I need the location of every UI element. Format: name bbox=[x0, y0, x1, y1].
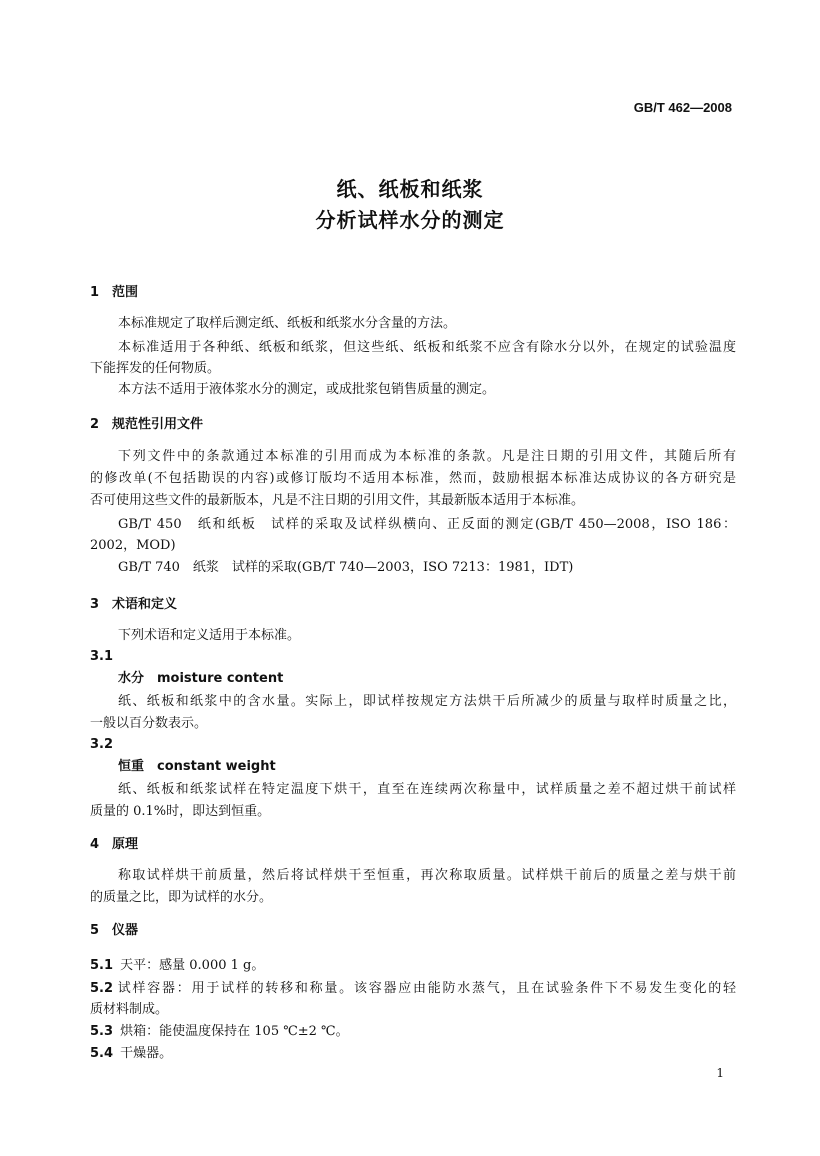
standard-code: GB/T 462—2008 bbox=[633, 100, 732, 115]
reference-1-line-1: GB/T 450 纸和纸板 试样的采取及试样纵横向、正反面的测定(GB/T 450—2008，ISO 186： bbox=[118, 517, 736, 532]
term-1-number: 3.1 bbox=[90, 649, 114, 664]
reference-1-line-2: 2002，MOD) bbox=[90, 538, 176, 553]
section-1-para-2-line-1: 本标准适用于各种纸、纸板和纸浆，但这些纸、纸板和纸浆不应含有除水分以外，在规定的试验温度 bbox=[118, 340, 736, 355]
section-1-para-2-line-2: 下能挥发的任何物质。 bbox=[90, 361, 221, 376]
section-1-heading: 1 范围 bbox=[90, 285, 139, 300]
reference-2: GB/T 740 纸浆 试样的采取(GB/T 740—2003，ISO 7213：1981，IDT) bbox=[118, 560, 574, 575]
section-4-para-line-1: 称取试样烘干前质量，然后将试样烘干至恒重，再次称取质量。试样烘干前后的质量之差与烘干前 bbox=[118, 868, 736, 883]
item-5-4-text: 干燥器。 bbox=[120, 1046, 173, 1061]
section-3-para: 下列术语和定义适用于本标准。 bbox=[118, 628, 301, 643]
item-5-2-line-2: 质材料制成。 bbox=[90, 1002, 169, 1017]
title-line-2: 分析试样水分的测定 bbox=[315, 208, 505, 232]
term-2-definition-line-2: 质量的 0.1%时，即达到恒重。 bbox=[90, 804, 271, 819]
section-4-para-line-2: 的质量之比，即为试样的水分。 bbox=[90, 890, 273, 905]
item-5-3 bbox=[90, 1023, 736, 1041]
term-1-name: 水分 moisture content bbox=[118, 671, 284, 686]
item-5-2-text-line-1: 试样容器：用于试样的转移和称量。该容器应由能防水蒸气，且在试验条件下不易发生变化的轻 bbox=[116, 981, 736, 996]
section-2-heading: 2 规范性引用文件 bbox=[90, 417, 204, 432]
term-1-definition-line-2: 一般以百分数表示。 bbox=[90, 716, 208, 731]
item-5-4 bbox=[90, 1045, 736, 1063]
item-5-4-number: 5.4 bbox=[90, 1046, 114, 1061]
item-5-1-text: 天平：感量 0.000 1 g。 bbox=[120, 958, 265, 973]
section-1-para-1: 本标准规定了取样后测定纸、纸板和纸浆水分含量的方法。 bbox=[118, 316, 457, 331]
section-1-para-3: 本方法不适用于液体浆水分的测定，或成批浆包销售质量的测定。 bbox=[118, 382, 496, 397]
section-2-para-line-2: 的修改单(不包括勘误的内容)或修订版均不适用本标准，然而，鼓励根据本标准达成协议的各方研究是 bbox=[90, 471, 736, 486]
term-2-name: 恒重 constant weight bbox=[118, 759, 276, 774]
title-line-1: 纸、纸板和纸浆 bbox=[336, 177, 484, 201]
term-2-number: 3.2 bbox=[90, 737, 114, 752]
item-5-1-number: 5.1 bbox=[90, 958, 114, 973]
item-5-1 bbox=[90, 957, 736, 975]
section-2-para-line-3: 否可使用这些文件的最新版本，凡是不注日期的引用文件，其最新版本适用于本标准。 bbox=[90, 493, 585, 508]
item-5-3-number: 5.3 bbox=[90, 1024, 114, 1039]
item-5-3-text: 烘箱：能使温度保持在 105 ℃±2 ℃。 bbox=[120, 1024, 349, 1039]
term-1-definition-line-1: 纸、纸板和纸浆中的含水量。实际上，即试样按规定方法烘干后所减少的质量与取样时质量之比， bbox=[118, 694, 736, 709]
section-2-para-line-1: 下列文件中的条款通过本标准的引用而成为本标准的条款。凡是注日期的引用文件，其随后所有 bbox=[118, 449, 736, 464]
term-2-definition-line-1: 纸、纸板和纸浆试样在特定温度下烘干，直至在连续两次称量中，试样质量之差不超过烘干前试样 bbox=[118, 782, 736, 797]
page-number: 1 bbox=[716, 1066, 724, 1080]
item-5-2-line-1 bbox=[90, 980, 736, 998]
item-5-2-number: 5.2 bbox=[90, 981, 114, 996]
section-3-heading: 3 术语和定义 bbox=[90, 597, 178, 612]
section-4-heading: 4 原理 bbox=[90, 837, 139, 852]
section-5-heading: 5 仪器 bbox=[90, 923, 139, 938]
